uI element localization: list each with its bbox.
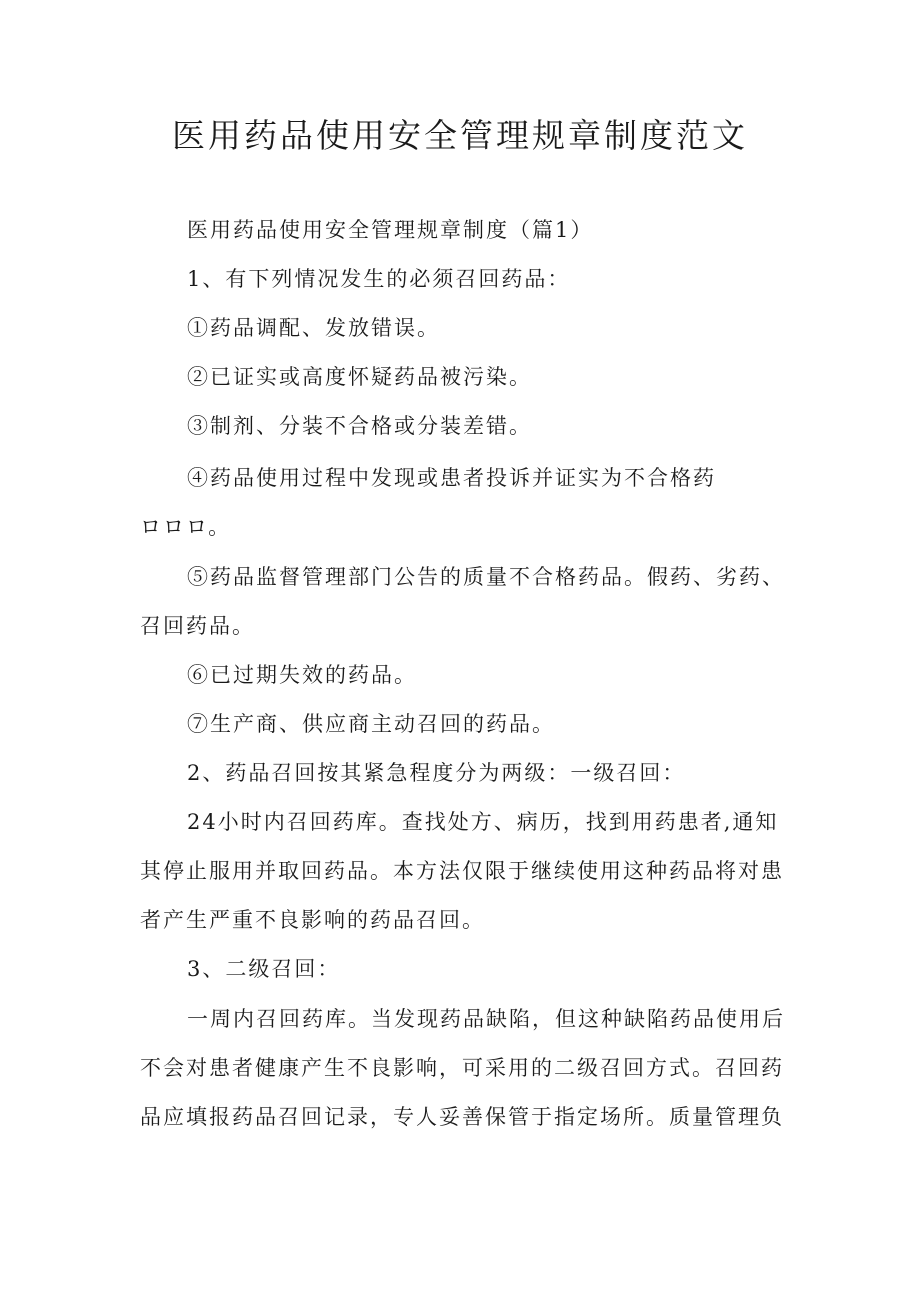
list-item: ①药品调配、发放错误。 xyxy=(187,316,440,340)
list-item: ②已证实或高度怀疑药品被污染。 xyxy=(187,365,532,389)
paragraph-line: 3、二级召回： xyxy=(187,957,341,981)
list-item: ⑥已过期失效的药品。 xyxy=(187,663,417,687)
document-title: 医用药品使用安全管理规章制度范文 xyxy=(172,116,748,155)
paragraph-line: 1、有下列情况发生的必须召回药品： xyxy=(187,267,571,291)
paragraph-line: 24小时内召回药库。查找处方、病历，找到用药患者,通知 xyxy=(187,810,779,834)
list-item-continued: ロロロ。 xyxy=(140,515,232,539)
paragraph-line: 者产生严重不良影响的药品召回。 xyxy=(140,908,485,932)
list-item: ④药品使用过程中发现或患者投诉并证实为不合格药 xyxy=(187,466,716,490)
list-item: ⑦生产商、供应商主动召回的药品。 xyxy=(187,712,555,736)
paragraph-line: 不会对患者健康产生不良影响，可采用的二级召回方式。召回药 xyxy=(140,1056,784,1080)
paragraph-line: 一周内召回药库。当发现药品缺陷，但这种缺陷药品使用后 xyxy=(187,1007,785,1031)
list-item-continued: 召回药品。 xyxy=(140,614,255,638)
section-heading: 医用药品使用安全管理规章制度（篇1） xyxy=(187,218,594,242)
paragraph-line: 品应填报药品召回记录，专人妥善保管于指定场所。质量管理负 xyxy=(140,1105,784,1129)
list-item: ③制剂、分装不合格或分装差错。 xyxy=(187,414,532,438)
paragraph-line: 2、药品召回按其紧急程度分为两级：一级召回： xyxy=(187,761,686,785)
list-item: ⑤药品监督管理部门公告的质量不合格药品。假药、劣药、 xyxy=(187,565,785,589)
paragraph-line: 其停止服用并取回药品。本方法仅限于继续使用这种药品将对患 xyxy=(140,859,784,883)
